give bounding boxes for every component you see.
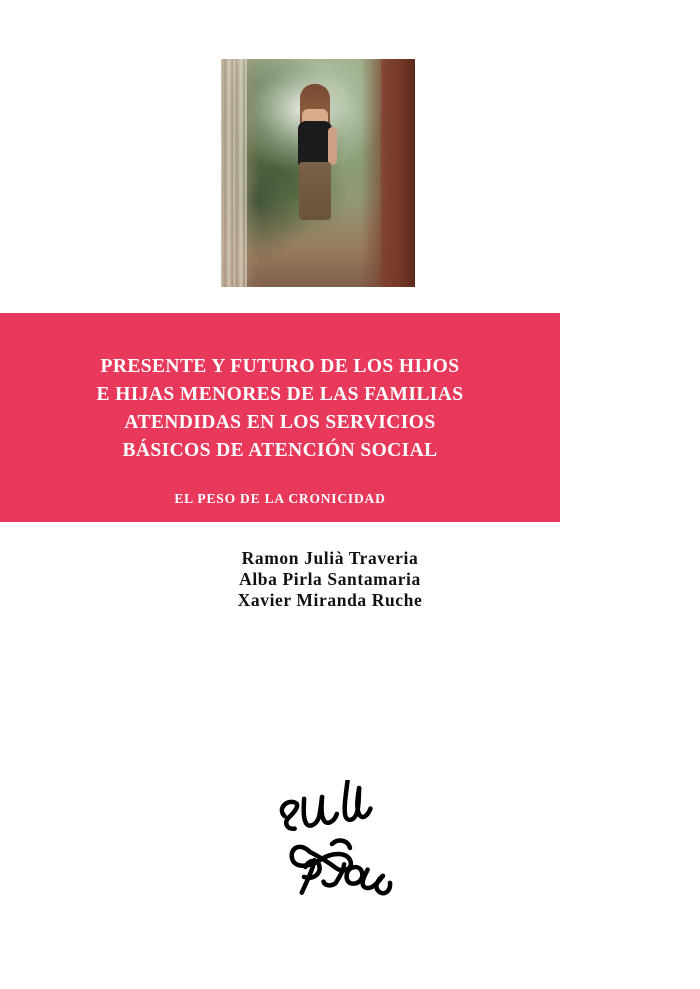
author-name: Xavier Miranda Ruche (237, 590, 423, 610)
cover-photo-image (221, 59, 415, 287)
curtain-left (221, 59, 247, 287)
author-name: Alba Pirla Santamaria (239, 569, 421, 589)
title-line-2: E HIJAS MENORES DE LAS FAMILIAS (96, 384, 464, 405)
page-subtitle: EL PESO DE LA CRONICIDAD (174, 491, 386, 506)
author-name: Ramon Julià Traveria (241, 548, 419, 568)
page-title (73, 353, 488, 465)
sud-nord-logo-icon (258, 780, 408, 920)
cover-photo (221, 59, 415, 287)
title-line-1: PRESENTE Y FUTURO DE LOS HIJOS (100, 356, 460, 377)
publisher-logo (258, 780, 408, 920)
figure-trousers (299, 162, 331, 220)
figure-top (298, 121, 332, 165)
title-band (0, 313, 560, 522)
figure-arm (328, 127, 337, 165)
title-line-4: BÁSICOS DE ATENCIÓN SOCIAL (122, 440, 438, 461)
curtain-right (381, 59, 415, 287)
title-line-3: ATENDIDAS EN LOS SERVICIOS (124, 412, 436, 433)
author-list (0, 548, 660, 611)
